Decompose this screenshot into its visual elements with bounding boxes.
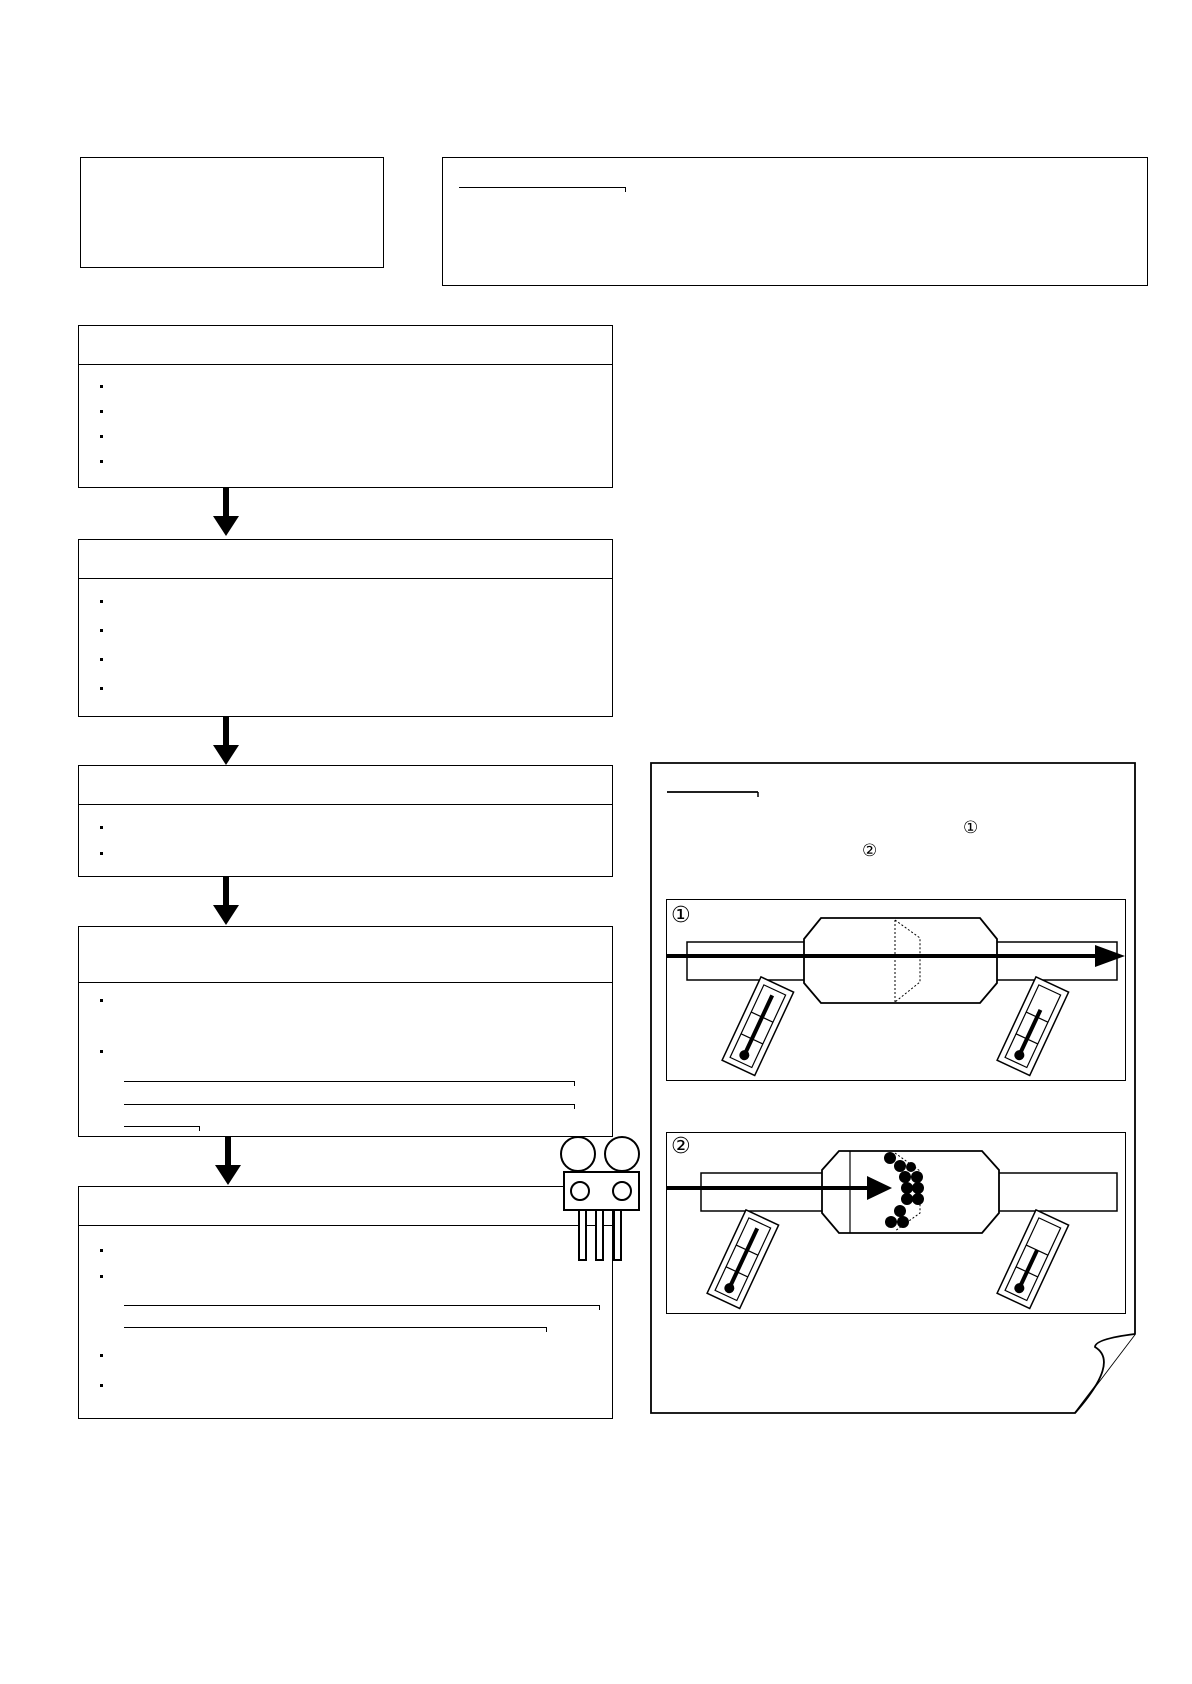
bullet [100, 629, 103, 632]
bullet [100, 687, 103, 690]
bullet [100, 999, 103, 1002]
flow-step-4-header [79, 927, 612, 983]
bullet [100, 1275, 103, 1278]
bullet [100, 410, 103, 413]
flow-arrow-1 [212, 488, 240, 538]
underline [124, 1327, 546, 1328]
underline [124, 1305, 599, 1306]
bullet [100, 460, 103, 463]
filter-panel-2 [666, 1132, 1126, 1314]
flow-step-2 [78, 539, 613, 717]
bullet [100, 1249, 103, 1252]
flow-step-1-header [79, 326, 612, 365]
bullet [100, 1354, 103, 1357]
circled-number-1: ① [963, 818, 979, 838]
summary-box [442, 157, 1148, 286]
flow-step-5-header [79, 1187, 612, 1226]
bullet [100, 435, 103, 438]
flow-arrow-2 [212, 717, 240, 767]
underline [124, 1081, 574, 1082]
filter-diagram-2 [667, 1133, 1127, 1315]
flow-step-5 [78, 1186, 613, 1419]
bullet [100, 852, 103, 855]
panel-1-label: ① [671, 903, 691, 928]
circled-number-2: ② [862, 841, 878, 861]
filter-diagram-1 [667, 900, 1127, 1082]
robot-mascot-icon [555, 1136, 645, 1262]
underline [124, 1126, 199, 1127]
flow-arrow-3 [212, 877, 240, 927]
filter-panel-1 [666, 899, 1126, 1081]
title-box [80, 157, 384, 268]
bullet [100, 600, 103, 603]
panel-2-label: ② [671, 1134, 691, 1159]
bullet [100, 385, 103, 388]
bullet [100, 826, 103, 829]
flow-step-3-header [79, 766, 612, 805]
flow-arrow-4 [214, 1137, 242, 1187]
bullet [100, 1050, 103, 1053]
summary-heading-underline [459, 187, 625, 188]
underline [124, 1104, 574, 1105]
flow-step-4 [78, 926, 613, 1137]
flow-step-1 [78, 325, 613, 488]
bullet [100, 658, 103, 661]
bullet [100, 1384, 103, 1387]
flow-step-3 [78, 765, 613, 877]
flow-step-2-header [79, 540, 612, 579]
explanation-page [650, 762, 1140, 1416]
